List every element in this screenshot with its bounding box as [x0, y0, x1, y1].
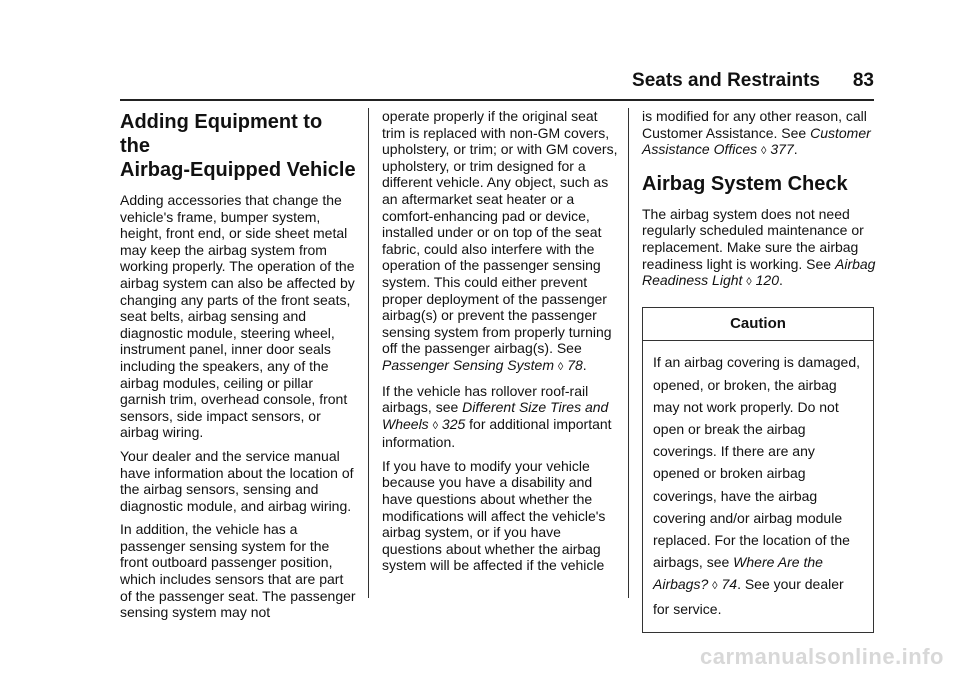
column-divider [628, 108, 629, 598]
section-heading-airbag-system-check: Airbag System Check [642, 172, 848, 195]
cross-reference-link[interactable]: Customer Assistance Offices [642, 124, 871, 158]
paragraph-end: . [582, 356, 587, 373]
paragraph: In addition, the vehicle has a passenger sensing system for the front outboard passenger position, which includes sensors that are part of the passenger seat. The passenger sensing system may not [120, 521, 356, 621]
heading-line-1: Adding Equipment to the [120, 111, 323, 157]
page-ref-number[interactable]: 377 [770, 141, 794, 158]
paragraph: Adding accessories that change the vehicle's frame, bumper system, height, front end, or side sheet metal may keep the airbag system from working properly. The operation of the airbag system can also be affected by changing any parts of the front seats, seat belts, airbag sensing and diagnostic module, steering wheel, instrument panel, inner door seals including the speakers, any of the airbag modules, ceiling or pillar garnish trim, overhead console, front sensors, side impact sensors, or airbag wiring. [120, 192, 355, 441]
page-ref-number[interactable]: 325 [441, 415, 466, 432]
paragraph: Your dealer and the service manual have information about the location of the airbag sensors, sensing and diagnostic module, and airbag wiring. [120, 447, 354, 514]
page-ref-arrow-icon: ◊ [432, 419, 439, 432]
column-1 [120, 108, 356, 628]
section-heading-adding-equipment [120, 110, 356, 182]
paragraph-text: If the vehicle has rollover roof-rail airbags, see [382, 382, 589, 416]
page-number: 83 [852, 70, 874, 91]
caution-body [643, 341, 873, 631]
paragraph [382, 108, 618, 376]
page-ref-arrow-icon: ◊ [746, 276, 752, 289]
page-ref-arrow-icon: ◊ [557, 360, 564, 373]
page-ref-arrow-icon: ◊ [761, 145, 767, 158]
cross-reference-link[interactable]: Where Are the Airbags? [653, 554, 823, 593]
page-ref-number[interactable]: 74 [721, 576, 738, 593]
paragraph-text: The airbag system does not need regularly scheduled maintenance or replacement. Make sure the airbag readiness light is working. See [642, 205, 864, 272]
watermark: carmanualsonline.info [700, 644, 944, 669]
section-title: Seats and Restraints [632, 70, 820, 91]
cross-reference-link[interactable]: Passenger Sensing System [382, 356, 554, 373]
page-ref-arrow-icon: ◊ [712, 580, 718, 593]
cross-reference-link[interactable]: Different Size Tires and Wheels [382, 399, 609, 432]
heading-line-2: Airbag-Equipped Vehicle [120, 159, 356, 181]
cross-reference-link[interactable]: Airbag Readiness Light [642, 255, 876, 289]
paragraph-end: for additional important information. [382, 415, 612, 451]
caution-box [642, 307, 874, 633]
header-rule [120, 99, 874, 101]
paragraph [642, 108, 878, 160]
caution-text: If an airbag covering is damaged, opened, or broken, the airbag may not work properly. Do not open or break the airbag coverings. If there are any opened or broken airbag coverings, have the airbag covering and/or airbag module replaced. For the location of the airbags, see [653, 354, 861, 571]
paragraph-text: is modified for any other reason, call Customer Assistance. See [642, 108, 867, 141]
paragraph-end: . [778, 272, 783, 289]
page-ref-number[interactable]: 78 [567, 356, 583, 373]
paragraph [382, 383, 618, 451]
page-header [120, 70, 874, 100]
caution-end: . See your dealer for service. [653, 576, 844, 617]
column-3 [642, 108, 878, 633]
caution-title: Caution [643, 308, 873, 342]
column-2 [382, 108, 618, 581]
column-divider [368, 108, 369, 598]
paragraph [642, 206, 878, 291]
paragraph-end: . [793, 141, 798, 158]
paragraph: If you have to modify your vehicle because you have a disability and have questions about whether the modifications will affect the vehicle's airbag system, or if you have questions about whether the airbag system will be affected if the vehicle [382, 457, 606, 574]
page-ref-number[interactable]: 120 [755, 272, 779, 289]
paragraph-text: operate properly if the original seat trim is replaced with non-GM covers, upholstery, or trim; or with GM covers, upholstery, or trim designed for a different vehicle. Any object, such as an aftermarket seat heater or a comfort-enhancing pad or device, installed under or on top of the seat fabric, could also interfere with the operation of the passenger sensing system. This could either prevent proper deployment of the passenger airbag(s) or prevent the passenger sensing system from properly turning off the passenger airbag(s). See [382, 108, 618, 357]
